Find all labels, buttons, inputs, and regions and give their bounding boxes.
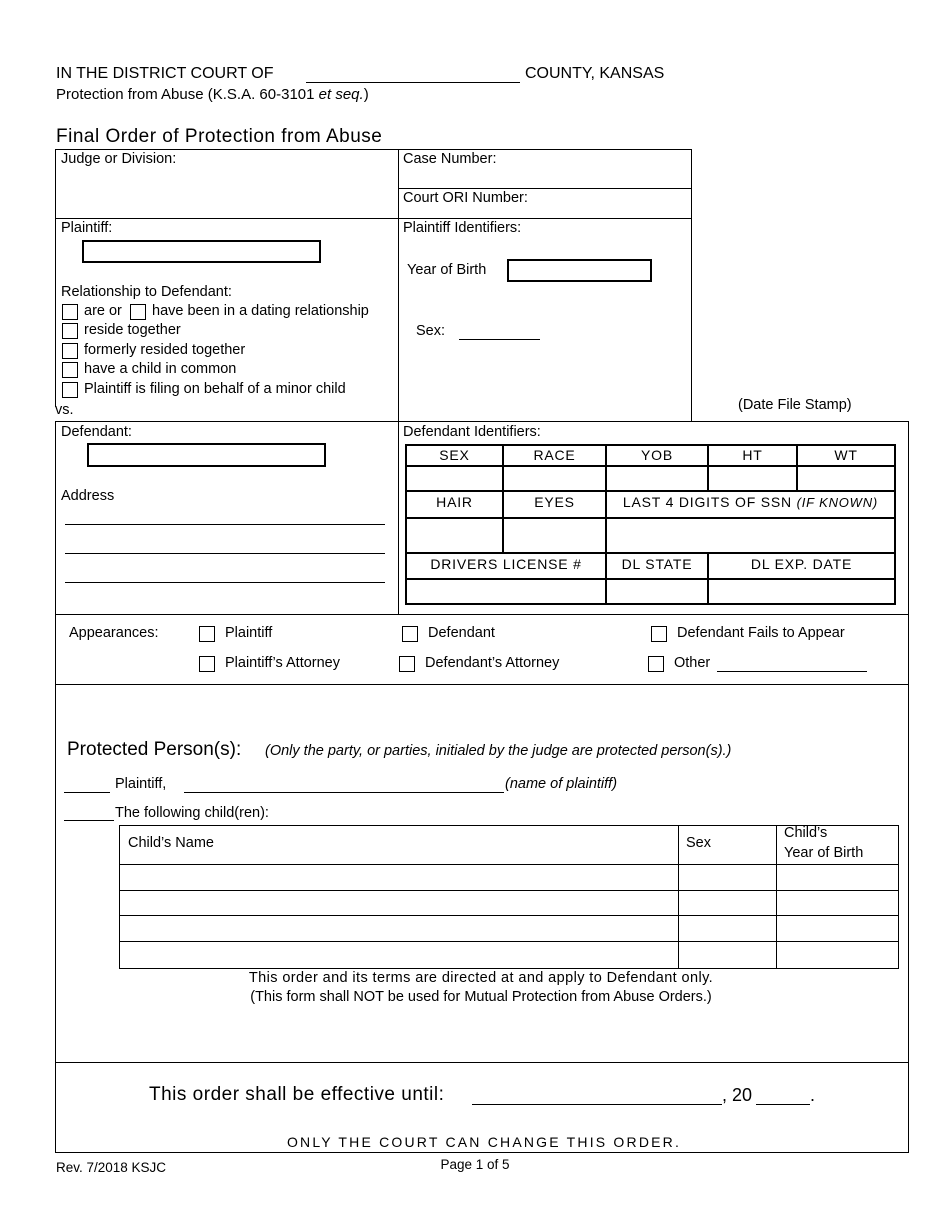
children-col-yob-2: Year of Birth: [784, 845, 864, 861]
defendant-attorney-label: Defendant’s Attorney: [425, 655, 560, 671]
child-in-common-checkbox[interactable]: [62, 362, 78, 378]
appearance-plaintiff-checkbox[interactable]: [199, 626, 215, 642]
defendant-attorney-checkbox[interactable]: [399, 656, 415, 672]
children-col-divider-1: [678, 825, 679, 969]
col-yob: YOB: [641, 447, 673, 463]
dating-checkbox[interactable]: [130, 304, 146, 320]
child-in-common-label: have a child in common: [84, 361, 237, 377]
defendant-divider: [398, 421, 399, 614]
col-ssn: [607, 495, 894, 509]
address-line-1[interactable]: [65, 524, 385, 525]
relationship-label: Relationship to Defendant:: [61, 284, 232, 300]
col-ssn-label: LAST 4 DIGITS OF SSN: [622, 494, 792, 510]
grid-h2: [405, 490, 896, 492]
plaintiff-left-border: [55, 219, 56, 407]
appearances-label: Appearances:: [69, 625, 159, 641]
notice-line-2: (This form shall NOT be used for Mutual Protection from Abuse Orders.): [250, 989, 712, 1005]
defendant-name-field[interactable]: [87, 443, 326, 467]
plaintiff-attorney-label: Plaintiff’s Attorney: [225, 655, 340, 671]
revision-label: Rev. 7/2018 KSJC: [56, 1160, 167, 1175]
county-name-line[interactable]: [306, 82, 520, 83]
effective-year-prefix: , 20: [722, 1085, 753, 1105]
minor-child-label: Plaintiff is filing on behalf of a minor child: [84, 381, 346, 397]
statute-main: Protection from Abuse (K.S.A. 60-3101: [56, 86, 315, 103]
children-row-line-2: [119, 890, 899, 891]
children-row-line-3: [119, 915, 899, 916]
formerly-resided-label: formerly resided together: [84, 342, 246, 358]
plaintiff-identifiers-label: Plaintiff Identifiers:: [403, 220, 522, 236]
address-line-2[interactable]: [65, 553, 385, 554]
effective-year-line[interactable]: [756, 1104, 810, 1105]
court-suffix: COUNTY, KANSAS: [525, 65, 665, 82]
children-label: The following child(ren):: [115, 805, 269, 821]
other-line[interactable]: [717, 671, 867, 672]
col-race: RACE: [533, 447, 576, 463]
defendant-label: Defendant:: [61, 424, 132, 440]
other-label: Other: [674, 655, 711, 671]
are-or-label: are or: [84, 303, 122, 319]
protected-heading: Protected Person(s):: [67, 739, 242, 760]
effective-period: .: [810, 1085, 816, 1105]
protected-top-line: [55, 684, 909, 685]
col-dl-state: DL STATE: [621, 556, 693, 572]
children-col-sex: Sex: [686, 835, 711, 851]
grid-h1: [405, 465, 896, 467]
plaintiff-attorney-checkbox[interactable]: [199, 656, 215, 672]
vs-label: vs.: [55, 402, 74, 418]
children-row-line-1: [119, 864, 899, 865]
effective-date-line[interactable]: [472, 1104, 722, 1105]
plaintiff-name-line[interactable]: [184, 792, 504, 793]
col-drivers-license: DRIVERS LICENSE #: [430, 556, 582, 572]
address-line-3[interactable]: [65, 582, 385, 583]
col-eyes: EYES: [534, 494, 575, 510]
children-initial-line[interactable]: [64, 820, 114, 821]
protected-plaintiff-label: Plaintiff,: [115, 776, 167, 792]
dating-label: have been in a dating relationship: [152, 303, 369, 319]
grid-h3: [405, 517, 896, 519]
plaintiff-sex-label: Sex:: [416, 323, 446, 339]
defendant-identifiers-label: Defendant Identifiers:: [403, 424, 541, 440]
plaintiff-label: Plaintiff:: [61, 220, 113, 236]
formerly-resided-checkbox[interactable]: [62, 343, 78, 359]
case-info-divider: [398, 149, 399, 421]
are-or-checkbox[interactable]: [62, 304, 78, 320]
children-col-name: Child’s Name: [128, 835, 214, 851]
col-ssn-note: (IF KNOWN): [796, 495, 879, 510]
court-ori-label: Court ORI Number:: [403, 190, 528, 206]
plaintiff-name-field[interactable]: [82, 240, 321, 263]
defendant-fails-label: Defendant Fails to Appear: [677, 625, 845, 641]
date-file-stamp: (Date File Stamp): [738, 397, 852, 413]
protected-note: (Only the party, or parties, initialed by the judge are protected person(s).): [265, 743, 732, 759]
address-label: Address: [61, 488, 115, 504]
notice-line-1: This order and its terms are directed at and apply to Defendant only.: [248, 970, 714, 986]
effective-top-line: [55, 1062, 909, 1063]
grid-h4: [405, 552, 896, 554]
children-col-yob-1: Child’s: [784, 825, 828, 841]
reside-together-checkbox[interactable]: [62, 323, 78, 339]
identifier-grid: [405, 444, 896, 605]
col-sex: SEX: [439, 447, 470, 463]
plaintiff-initial-line[interactable]: [64, 792, 110, 793]
appearance-defendant-label: Defendant: [428, 625, 495, 641]
effective-label: This order shall be effective until:: [149, 1084, 445, 1105]
grid-h5: [405, 578, 896, 580]
appearance-plaintiff-label: Plaintiff: [225, 625, 273, 641]
minor-child-checkbox[interactable]: [62, 382, 78, 398]
court-prefix: IN THE DISTRICT COURT OF: [56, 65, 274, 82]
children-col-divider-2: [776, 825, 777, 969]
defendant-fails-checkbox[interactable]: [651, 626, 667, 642]
statute-italic: et seq.: [318, 86, 364, 103]
plaintiff-right-border: [691, 219, 692, 421]
appearance-defendant-checkbox[interactable]: [402, 626, 418, 642]
statute-close: ): [363, 86, 369, 103]
court-notice: ONLY THE COURT CAN CHANGE THIS ORDER.: [286, 1134, 682, 1150]
col-ht: HT: [742, 447, 763, 463]
col-dl-exp: DL EXP. DATE: [750, 556, 853, 572]
col-hair: HAIR: [436, 494, 473, 510]
form-title: Final Order of Protection from Abuse: [56, 126, 383, 147]
page-number: Page 1 of 5: [440, 1157, 510, 1172]
judge-label: Judge or Division:: [61, 151, 177, 167]
children-table: [119, 825, 899, 969]
other-checkbox[interactable]: [648, 656, 664, 672]
plaintiff-yob-label: Year of Birth: [407, 262, 487, 278]
plaintiff-sex-line[interactable]: [459, 339, 540, 340]
plaintiff-yob-field[interactable]: [507, 259, 652, 282]
case-number-divider: [398, 188, 692, 189]
reside-together-label: reside together: [84, 322, 181, 338]
appearances-top-line: [55, 614, 909, 615]
col-wt: WT: [834, 447, 858, 463]
children-row-line-4: [119, 941, 899, 942]
case-number-label: Case Number:: [403, 151, 497, 167]
name-of-plaintiff: (name of plaintiff): [505, 776, 618, 792]
statute-line: [56, 87, 369, 102]
